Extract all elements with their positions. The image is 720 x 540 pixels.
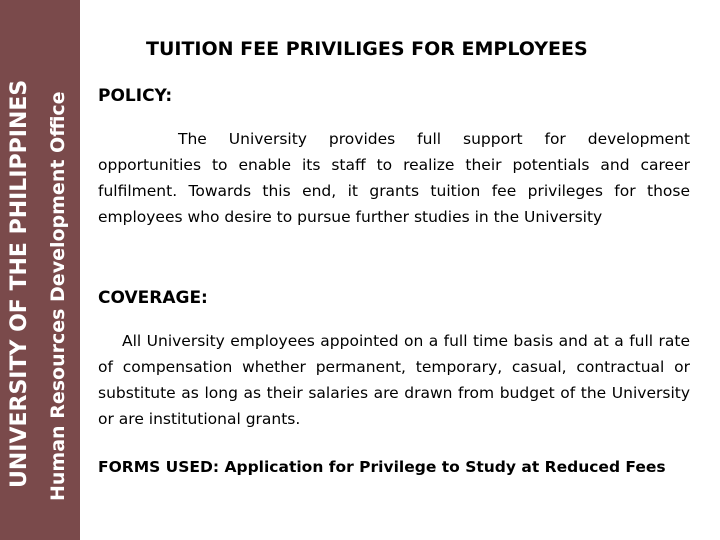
coverage-heading: COVERAGE: [98, 288, 208, 308]
office-name: Human Resources Development Office [47, 91, 69, 501]
coverage-paragraph: All University employees appointed on a full time basis and at a full rate of compensation whether permanent, temporary, casual, contractual or substitute as long as their salaries are drawn from budget of the University or are institutional grants. [98, 332, 690, 428]
university-name: UNIVERSITY OF THE PHILIPPINES [7, 79, 32, 488]
forms-used-line: FORMS USED: Application for Privilege to Study at Reduced Fees [98, 458, 666, 476]
policy-paragraph: The University provides full support for development opportunities to enable its staff to realize their potentials and career fulfilment. Towards this end, it grants tuition fee privileges for those employees who desire to pursue further studies in the University [98, 130, 690, 226]
page-title: TUITION FEE PRIVILIGES FOR EMPLOYEES [146, 38, 588, 60]
policy-heading: POLICY: [98, 86, 173, 106]
sidebar-banner [0, 0, 80, 540]
